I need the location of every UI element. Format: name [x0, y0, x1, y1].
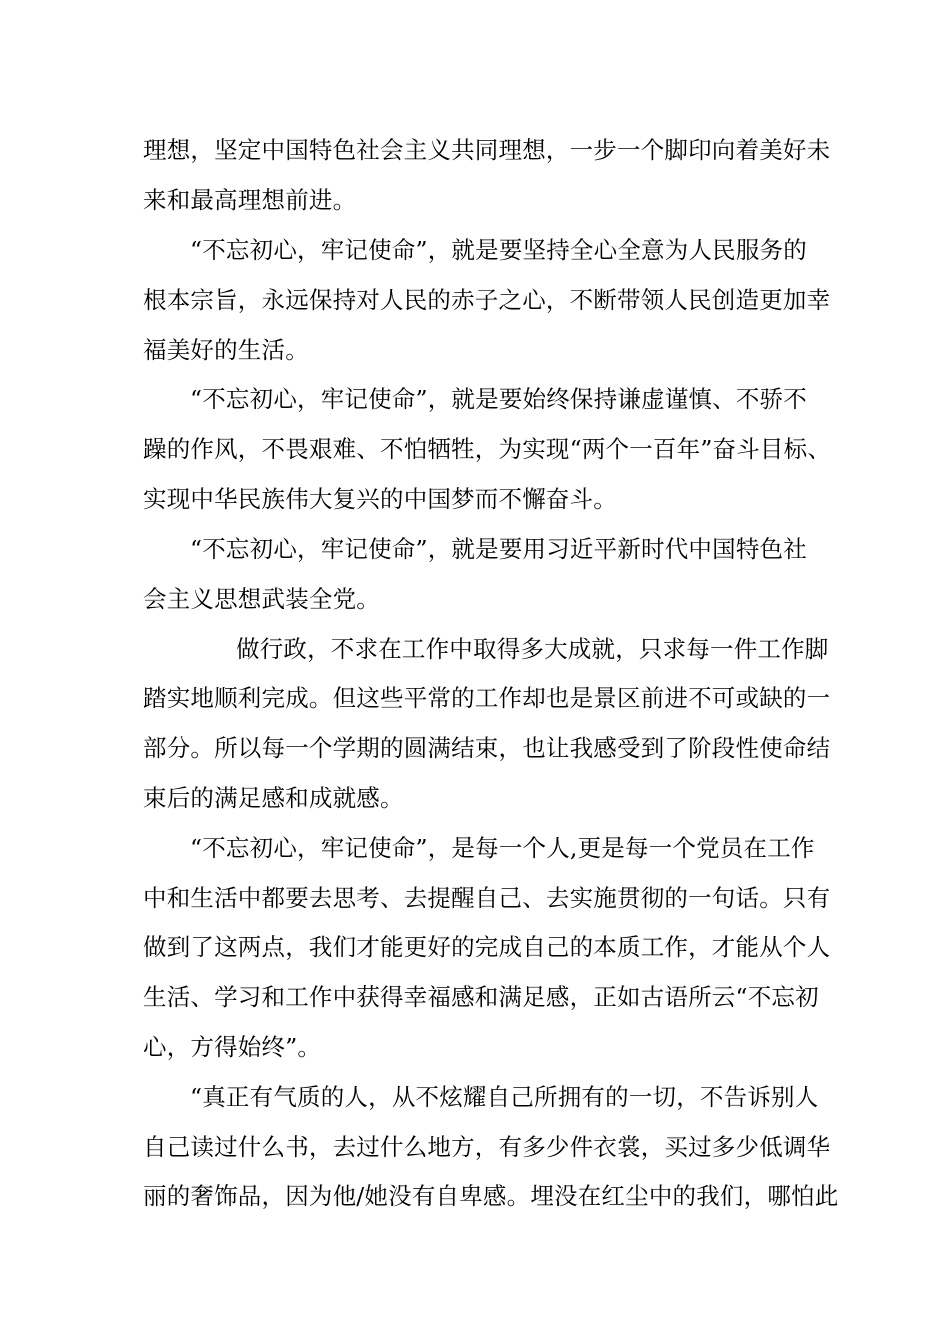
text-line: 部分。所以每一个学期的圆满结束，也让我感受到了阶段性使命结	[143, 734, 831, 762]
text-line: 躁的作风，不畏艰难、不怕牺牲，为实现“两个一百年”奋斗目标、	[143, 435, 832, 463]
text-line: 生活、学习和工作中获得幸福感和满足感，正如古语所云“不忘初	[143, 983, 819, 1011]
text-line: 中和生活中都要去思考、去提醒自己、去实施贯彻的一句话。只有	[143, 884, 831, 912]
text-line: 会主义思想武装全党。	[143, 585, 380, 613]
text-line: 做到了这两点，我们才能更好的完成自己的本质工作，才能从个人	[143, 933, 831, 961]
text-line: 做行政，不求在工作中取得多大成就，只求每一件工作脚	[236, 635, 829, 663]
text-line: 自己读过什么书，去过什么地方，有多少件衣裳，买过多少低调华	[143, 1133, 831, 1161]
text-line: 实现中华民族伟大复兴的中国梦而不懈奋斗。	[143, 485, 617, 513]
text-line: “不忘初心，牢记使命”，就是要用习近平新时代中国特色社	[190, 535, 807, 563]
text-line: “不忘初心，牢记使命”，就是要始终保持谦虚谨慎、不骄不	[190, 385, 807, 413]
text-line: 心，方得始终”。	[143, 1033, 322, 1061]
text-line: 福美好的生活。	[143, 336, 309, 364]
text-line: 理想，坚定中国特色社会主义共同理想，一步一个脚印向着美好未	[143, 136, 831, 164]
text-line: 束后的满足感和成就感。	[143, 784, 404, 812]
text-line: “不忘初心，牢记使命”，就是要坚持全心全意为人民服务的	[190, 236, 807, 264]
text-line: 踏实地顺利完成。但这些平常的工作却也是景区前进不可或缺的一	[143, 684, 831, 712]
text-line: “不忘初心，牢记使命”，是每一个人,更是每一个党员在工作	[190, 834, 815, 862]
text-line: 丽的奢饰品，因为他/她没有自卑感。埋没在红尘中的我们，哪怕此	[143, 1182, 839, 1210]
text-line: 根本宗旨，永远保持对人民的赤子之心，不断带领人民创造更加幸	[143, 286, 831, 314]
text-line: 来和最高理想前进。	[143, 186, 357, 214]
text-line: “真正有气质的人，从不炫耀自己所拥有的一切，不告诉别人	[190, 1083, 819, 1111]
